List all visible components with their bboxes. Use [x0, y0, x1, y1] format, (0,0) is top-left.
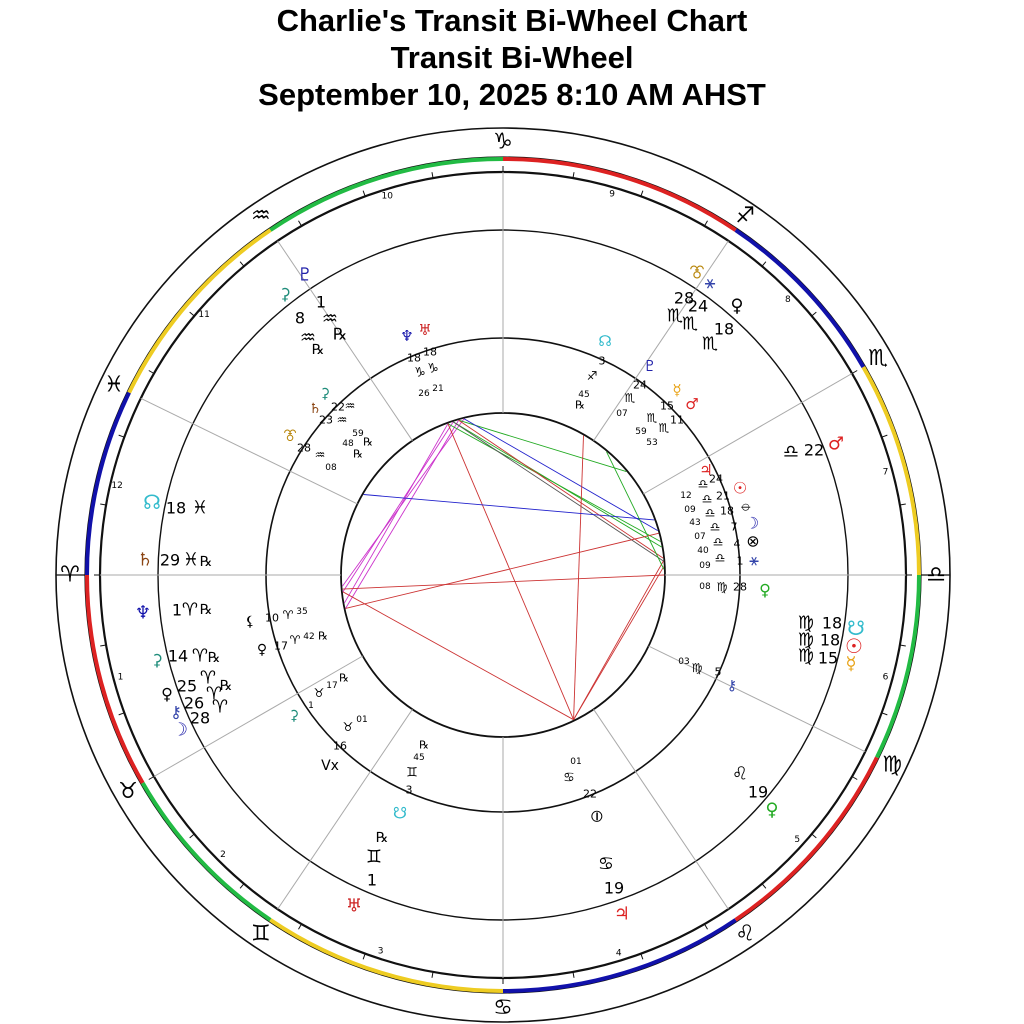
natal-label: ♄ — [308, 401, 322, 417]
natal-label: 17 — [274, 639, 288, 653]
zodiac-glyph-virgo: ♍ — [882, 752, 903, 778]
natal-label: ♎ — [714, 551, 726, 565]
transit-label: ♀ — [730, 295, 744, 317]
transit-label: 29 — [159, 550, 181, 570]
transit-label: 26 — [183, 693, 205, 713]
natal-label: ☊ — [598, 332, 612, 350]
house-number: 4 — [615, 948, 622, 959]
natal-label: ♎ — [697, 477, 709, 491]
transit-label: ♎ — [782, 441, 800, 463]
transit-label: ♃ — [613, 903, 631, 925]
natal-label: ♀ — [256, 642, 268, 658]
transit-label: 25 — [176, 676, 198, 696]
zodiac-glyph-sagittarius: ♐ — [735, 203, 755, 229]
natal-label: ⦵ — [739, 495, 753, 515]
transit-label: ♍ — [797, 612, 815, 634]
zodiac-glyph-cancer: ♋ — [493, 995, 513, 1021]
natal-label: ♐ — [586, 369, 598, 383]
natal-label: ♎ — [701, 492, 713, 506]
natal-label: 24 — [633, 378, 647, 392]
element-arc — [270, 920, 503, 991]
element-arc — [143, 783, 271, 920]
transit-label: ♒ — [299, 327, 317, 349]
aspect-line — [448, 424, 661, 542]
house-cusp-lines — [56, 172, 950, 978]
degree-tick — [762, 884, 766, 889]
aspect-line — [574, 436, 584, 720]
transit-label: ♆ — [134, 602, 152, 624]
zodiac-glyph-libra: ♎ — [926, 562, 946, 588]
degree-tick — [240, 884, 244, 889]
natal-label: 4 — [733, 537, 741, 551]
zodiac-glyph-scorpio: ♏ — [868, 346, 888, 371]
natal-label: ℞ — [575, 398, 585, 412]
transit-label: 1 — [171, 600, 183, 620]
natal-label: ♊ — [406, 765, 418, 781]
house-number: 9 — [609, 189, 616, 200]
natal-label: 01 — [356, 715, 368, 725]
transit-label: ♋ — [597, 853, 615, 875]
degree-tick — [882, 713, 888, 715]
transit-label: ☿ — [845, 653, 857, 675]
natal-planet-labels — [245, 321, 771, 826]
transit-label: ⚹ — [704, 272, 716, 294]
natal-label: ☋ — [392, 803, 408, 823]
degree-tick — [299, 924, 302, 929]
transit-label: ☋ — [847, 616, 865, 640]
natal-label: ℞ — [363, 435, 373, 449]
house-number: 6 — [882, 672, 889, 683]
transit-label: ♅ — [345, 895, 363, 917]
natal-label: 21 — [432, 384, 444, 394]
natal-label: ♎ — [704, 506, 716, 520]
natal-label: ♎ — [709, 520, 721, 534]
transit-label: ℞ — [219, 678, 233, 694]
natal-label: 7 — [730, 520, 738, 534]
degree-tick — [363, 191, 365, 197]
transit-label: ♍ — [797, 629, 815, 651]
natal-label: ⊗ — [746, 531, 760, 551]
natal-label: ℞ — [353, 447, 363, 461]
natal-label: ⚷ — [726, 678, 738, 694]
natal-label: ℞ — [339, 671, 349, 685]
natal-label: 07 — [616, 409, 628, 419]
degree-tick — [299, 221, 302, 226]
transit-label: 18 — [165, 498, 187, 518]
degree-tick — [149, 371, 154, 374]
natal-label: 12 — [680, 491, 692, 501]
chart-datetime: September 10, 2025 8:10 AM AHST — [258, 77, 766, 112]
aspect-line — [464, 419, 658, 531]
natal-label: 22 — [583, 787, 597, 801]
transit-label: ♀ — [161, 684, 173, 704]
degree-tick — [705, 924, 708, 929]
transit-label: 18 — [713, 319, 735, 339]
transit-label: ♈ — [205, 683, 223, 705]
natal-label: 40 — [697, 546, 709, 556]
transit-label: ♀ — [765, 799, 779, 821]
transit-label: 18 — [819, 630, 841, 650]
chart-subtitle: Transit Bi-Wheel — [390, 40, 634, 75]
aspect-line — [606, 452, 663, 570]
natal-label: 08 — [325, 463, 337, 473]
natal-label: ♈ — [289, 633, 301, 647]
natal-label: ♑ — [427, 361, 439, 377]
transit-label: ℞ — [199, 554, 213, 570]
natal-label: ♋ — [563, 770, 575, 786]
house-number: 5 — [794, 834, 801, 845]
natal-label: 42 — [303, 632, 315, 642]
zodiac-glyph-leo: ♌ — [735, 921, 755, 947]
transit-label: ℞ — [207, 650, 221, 666]
transit-label: ♓ — [182, 549, 200, 571]
transit-label: ⯔ — [689, 262, 705, 282]
transit-label: ♏ — [701, 333, 719, 355]
degree-tick — [363, 954, 365, 960]
transit-label: ℞ — [311, 342, 325, 358]
zodiac-glyph-aquarius: ♒ — [251, 203, 271, 229]
natal-label: 43 — [689, 518, 701, 528]
aspect-line — [343, 575, 664, 589]
transit-label: ♏ — [666, 305, 684, 327]
natal-label: 3 — [598, 354, 606, 368]
zodiac-glyph-gemini: ♊ — [251, 921, 271, 947]
natal-label: ♃ — [699, 461, 713, 479]
aspect-circle — [341, 413, 665, 737]
transit-label: 14 — [167, 646, 189, 666]
natal-label: ♉ — [313, 686, 325, 700]
house-number: 11 — [198, 310, 210, 321]
natal-label: ♒ — [344, 399, 356, 413]
natal-label: 16 — [333, 739, 347, 753]
natal-label: ♅ — [418, 321, 432, 339]
natal-label: ♍ — [716, 580, 728, 594]
degree-tick — [812, 312, 817, 316]
degree-tick — [852, 371, 857, 374]
natal-label: ♒ — [336, 413, 348, 427]
natal-label: 3 — [405, 783, 413, 797]
house-number: 7 — [882, 467, 889, 478]
natal-label: ♒ — [314, 448, 326, 462]
natal-label: 03 — [678, 657, 690, 667]
natal-label: ☽ — [744, 513, 760, 533]
natal-label: 24 — [709, 472, 723, 486]
natal-label: 15 — [660, 399, 674, 413]
natal-label: 08 — [699, 582, 711, 592]
transit-label: ♈ — [211, 696, 229, 718]
zodiac-glyph-taurus: ♉ — [118, 779, 138, 804]
house-number: 2 — [220, 850, 226, 861]
degree-tick — [852, 777, 857, 780]
natal-label: 45 — [413, 753, 425, 763]
transit-label: ⚳ — [279, 284, 291, 304]
zodiac-glyph-capricorn: ♑ — [493, 129, 513, 155]
natal-label: 11 — [670, 413, 684, 427]
natal-label: ⚹ — [749, 550, 759, 570]
aspect-line — [343, 592, 574, 720]
natal-label: 1 — [736, 554, 744, 568]
transit-label: ♒ — [321, 308, 339, 330]
house-number: 10 — [381, 191, 393, 202]
transit-label: ℞ — [199, 602, 213, 618]
natal-label: 01 — [570, 757, 582, 767]
degree-tick — [190, 312, 195, 316]
degree-tick — [641, 954, 643, 960]
degree-tick — [812, 834, 817, 838]
element-arc — [503, 159, 736, 230]
transit-label: 28 — [189, 708, 211, 728]
transit-label: ♈ — [191, 645, 209, 667]
transit-label: 19 — [603, 878, 625, 898]
natal-label: 17 — [326, 681, 338, 691]
degree-tick — [641, 191, 643, 197]
natal-label: ⦶ — [591, 806, 603, 826]
natal-label: 53 — [646, 438, 658, 448]
natal-label: ☿ — [672, 381, 682, 399]
degree-tick — [119, 713, 125, 715]
transit-label: 1 — [315, 292, 327, 312]
natal-label: 22 — [331, 400, 345, 414]
natal-label: 48 — [342, 439, 354, 449]
degree-tick — [119, 435, 125, 437]
chart-title: Charlie's Transit Bi-Wheel Chart — [276, 3, 748, 38]
natal-label: 10 — [265, 611, 279, 625]
transit-label: ♍ — [797, 645, 815, 667]
element-arc — [736, 230, 864, 367]
natal-label: 18 — [720, 504, 734, 518]
transit-label: ⚷ — [170, 702, 182, 722]
aspect-line — [346, 533, 659, 608]
house-number: 3 — [377, 946, 384, 957]
transit-label: ♌ — [731, 763, 749, 785]
natal-label: ⚳ — [288, 708, 300, 724]
degree-tick — [149, 777, 154, 780]
transit-label: ℞ — [332, 324, 348, 344]
natal-label: ℞ — [318, 629, 328, 643]
natal-label: 28 — [297, 441, 311, 455]
natal-label: ℞ — [419, 738, 429, 752]
natal-label: ♆ — [400, 327, 414, 345]
natal-label: 21 — [716, 489, 730, 503]
aspect-line — [342, 419, 464, 586]
natal-label: 59 — [635, 427, 647, 437]
aspect-lines — [342, 419, 664, 720]
transit-label: 15 — [817, 648, 839, 668]
natal-label: 09 — [699, 561, 711, 571]
degree-tick — [882, 435, 888, 437]
natal-label: ♏ — [624, 391, 636, 405]
transit-label: ♄ — [136, 549, 154, 571]
transit-label: ♂ — [827, 433, 845, 455]
transit-label: ♊ — [365, 846, 383, 868]
transit-label: 1 — [366, 870, 378, 890]
transit-label: ☽ — [171, 719, 189, 741]
natal-label: 23 — [319, 413, 333, 427]
natal-label: ⯔ — [283, 428, 297, 444]
degree-tick — [240, 262, 244, 267]
natal-label: ♎ — [712, 535, 724, 549]
zodiac-glyph-aries: ♈ — [60, 562, 80, 588]
natal-label: 09 — [684, 505, 696, 515]
house-number: 12 — [111, 480, 123, 491]
natal-label: 5 — [714, 665, 722, 679]
transit-label: 19 — [747, 782, 769, 802]
natal-label: ⚸ — [244, 614, 256, 630]
natal-label: 07 — [694, 532, 706, 542]
natal-label: 28 — [733, 580, 747, 594]
transit-label: ☊ — [143, 490, 161, 514]
natal-label: 1 — [308, 701, 314, 711]
transit-label: ♏ — [681, 313, 699, 335]
transit-label: 28 — [673, 288, 695, 308]
aspect-line — [364, 495, 655, 520]
transit-label: ♓ — [191, 497, 209, 519]
degree-tick — [705, 221, 708, 226]
zodiac-glyph-pisces: ♓ — [103, 372, 124, 398]
aspect-line — [574, 561, 664, 720]
natal-label: ♀ — [759, 580, 771, 600]
natal-label: 26 — [418, 389, 430, 399]
natal-label: ♏ — [658, 421, 670, 435]
degree-tick — [190, 834, 195, 838]
natal-label: 45 — [578, 390, 590, 400]
transit-label: 24 — [687, 296, 709, 316]
element-arc — [863, 367, 919, 575]
transit-label: ♈ — [199, 667, 217, 689]
transit-label: 18 — [821, 613, 843, 633]
transit-planet-labels — [135, 263, 865, 925]
natal-label: ♈ — [282, 608, 294, 622]
natal-label: Vx — [321, 758, 339, 774]
aspect-line — [459, 420, 663, 558]
degree-tick — [762, 262, 766, 267]
transit-label: ♈ — [181, 599, 199, 621]
transit-label: ☉ — [845, 634, 863, 658]
aspect-line — [448, 424, 574, 720]
natal-label: 59 — [352, 429, 364, 439]
transit-label: ♇ — [296, 264, 314, 286]
natal-label: ☉ — [732, 478, 748, 498]
house-number: 8 — [784, 294, 791, 305]
element-arc — [877, 575, 919, 757]
house-number: 1 — [117, 672, 124, 683]
transit-label: ⚳ — [151, 650, 163, 670]
transit-label: ℞ — [375, 830, 389, 846]
natal-label: ♉ — [342, 720, 354, 734]
natal-label: ♇ — [643, 357, 657, 375]
natal-label: ♏ — [646, 411, 658, 425]
natal-label: ⚳ — [319, 386, 331, 402]
natal-label: ♑ — [414, 365, 426, 381]
natal-label: 18 — [407, 351, 421, 365]
house-numbers — [111, 189, 888, 958]
natal-label: ♂ — [685, 395, 699, 413]
natal-label: 18 — [423, 345, 437, 359]
transit-label: 8 — [294, 308, 306, 328]
transit-label: 22 — [803, 440, 825, 460]
natal-label: ♍ — [691, 661, 703, 675]
natal-label: 35 — [296, 607, 308, 617]
